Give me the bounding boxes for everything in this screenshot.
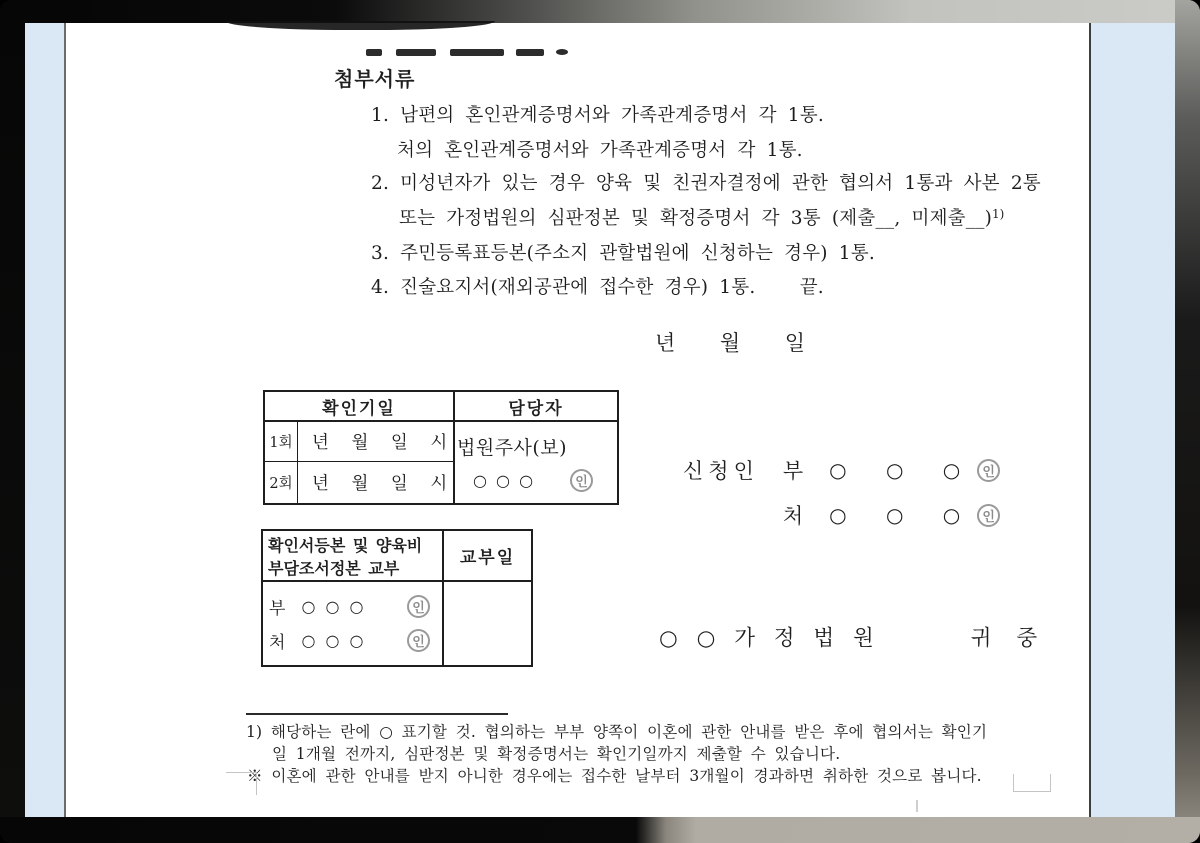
footnote-1-line-1: 1) 해당하는 란에 ○ 표기할 것. 협의하는 부부 양쪽이 이혼에 관한 안내를 받은 후에 협의서는 확인기 — [246, 723, 988, 741]
husband-seal-stamp: 인 — [407, 595, 430, 618]
attachment-item-3: 3. 주민등록표등본(주소지 관할법원에 신청하는 경우) 1통. — [371, 243, 875, 264]
applicant-husband-seal-stamp: 인 — [977, 459, 1000, 482]
issuance-date-header: 교부일 — [444, 531, 531, 582]
session-2-label: 2회 — [265, 462, 298, 503]
applicant-husband-name-circles: ○ ○ ○ — [829, 458, 961, 482]
issuance-header-line-2: 부담조서정본 교부 — [268, 559, 400, 578]
page-margin-tick-mark — [916, 800, 918, 812]
footnote-reference: 1) — [992, 207, 1005, 221]
wife-label: 처 — [269, 632, 286, 653]
bezel-bottom — [0, 817, 1200, 843]
session-1-label: 1회 — [265, 422, 298, 462]
clipped-text-remnant — [366, 47, 601, 58]
issuance-header-line-1: 확인서등본 및 양육비 — [268, 536, 423, 555]
session-1-date-blank: 년 월 일 시 — [298, 422, 455, 462]
husband-label: 부 — [269, 599, 286, 620]
officer-cell — [455, 422, 617, 503]
husband-name-placeholder: ○ ○ ○ — [301, 597, 364, 617]
page-margin-bracket-mark — [1013, 774, 1051, 792]
document-page — [64, 22, 1091, 817]
confirmation-date-table — [263, 390, 619, 505]
court-honorific: 귀 중 — [970, 626, 1047, 651]
attachment-item-1-line-2: 처의 혼인관계증명서와 가족관계증명서 각 1통. — [397, 140, 803, 161]
footnote-divider — [246, 713, 508, 715]
applicant-husband-role: 부 — [782, 459, 804, 483]
attachment-item-4: 4. 진술요지서(재외공관에 접수한 경우) 1통. 끝. — [371, 277, 824, 298]
footnote-1-line-2: 일 1개월 전까지, 심판정본 및 확정증명서는 확인기일까지 제출할 수 있습니다. — [272, 745, 841, 763]
applicant-wife-name-circles: ○ ○ ○ — [829, 503, 961, 527]
applicant-label: 신청인 — [683, 459, 759, 483]
court-address-line — [659, 621, 1046, 652]
confirmation-date-header: 확인기일 — [265, 392, 455, 422]
month-label: 월 — [719, 331, 741, 355]
attachment-item-1-line-1: 1. 남편의 혼인관계증명서와 가족관계증명서 각 1통. — [371, 105, 824, 126]
family-court-name: ○ ○ 가 정 법 원 — [659, 626, 879, 651]
year-label: 년 — [655, 331, 676, 355]
date-blank-line — [655, 327, 805, 357]
wife-seal-stamp: 인 — [407, 629, 430, 652]
officer-seal-stamp: 인 — [570, 469, 593, 492]
wife-receipt-row — [263, 628, 442, 653]
applicant-wife-seal-stamp: 인 — [977, 504, 1000, 527]
footnote-caution: ※ 이혼에 관한 안내를 받지 아니한 경우에는 접수한 날부터 3개월이 경과하면 취하한 것으로 봅니다. — [247, 767, 982, 785]
bezel-right — [1175, 0, 1200, 843]
applicants-signature-block — [683, 455, 1013, 545]
applicant-wife-role: 처 — [782, 504, 804, 528]
issuance-table — [261, 529, 533, 667]
bezel-left — [0, 0, 25, 843]
applicant-wife-row — [683, 500, 1013, 530]
attachment-item-2-text: 또는 가정법원의 심판정본 및 확정증명서 각 3통 (제출__, 미제출__) — [399, 208, 993, 229]
page-margin-corner-mark — [226, 772, 257, 795]
husband-receipt-row — [263, 594, 442, 619]
officer-name-row — [455, 469, 617, 492]
attachment-item-2-line-2 — [399, 204, 1004, 230]
issuance-date-empty-cell — [444, 582, 531, 665]
applicant-husband-row — [683, 455, 1013, 485]
session-2-date-blank: 년 월 일 시 — [298, 462, 455, 503]
attachment-item-2-line-1: 2. 미성년자가 있는 경우 양육 및 친권자결정에 관한 협의서 1통과 사본 2통 — [371, 173, 1041, 194]
attachments-heading: 첨부서류 — [334, 67, 416, 91]
officer-title: 법원주사(보) — [457, 437, 568, 459]
wife-name-placeholder: ○ ○ ○ — [301, 630, 364, 650]
issuance-header-left — [263, 531, 444, 582]
day-label: 일 — [784, 331, 805, 355]
officer-name-placeholder: ○ ○ ○ — [473, 471, 534, 490]
bezel-top — [0, 0, 1200, 23]
officer-header: 담당자 — [455, 392, 617, 422]
issuance-recipients-cell — [263, 582, 444, 665]
